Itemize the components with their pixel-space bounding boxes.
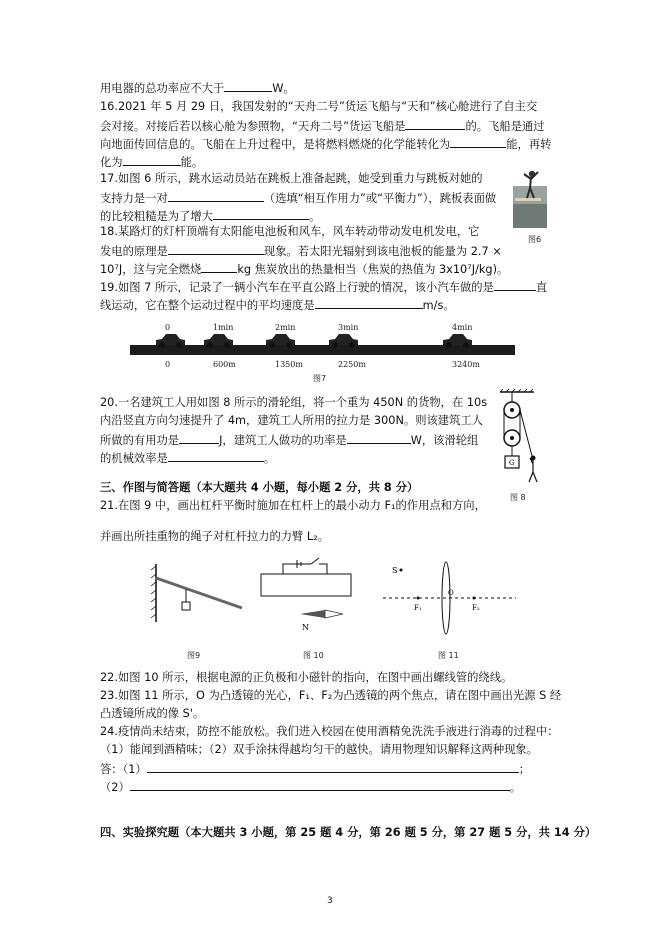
answer-blank[interactable]: [168, 450, 264, 462]
answer-line-2: （2） 。: [100, 781, 522, 794]
fig9-caption: 图9: [187, 651, 201, 660]
fig8-caption: 图 8: [510, 493, 526, 502]
fig9-lever-diagram: [150, 560, 245, 635]
fig7-distance-label: 2250m: [338, 360, 366, 369]
answer-blank[interactable]: [224, 80, 272, 92]
fig7-time-label: 1min: [213, 323, 234, 332]
answer-blank[interactable]: [405, 118, 465, 130]
fig7-time-label: 2min: [275, 323, 296, 332]
fig11-center-label: O: [448, 589, 454, 597]
q17-line1: 17.如图 6 所示，跳水运动员站在跳板上准备起跳，她受到重力与跳板对她的: [100, 172, 483, 185]
fig7-distance-label: 3240m: [452, 360, 480, 369]
answer-blank[interactable]: [179, 432, 219, 444]
answer-blank[interactable]: [130, 779, 510, 791]
q16-line3: 向地面传回信息的。飞船在上升过程中，是将燃料燃烧的化学能转化为 能，再转: [100, 138, 552, 151]
answer-blank[interactable]: [213, 208, 309, 220]
fig7-caption: 图7: [313, 374, 327, 383]
answer-blank[interactable]: [147, 761, 519, 773]
q23-line1: 23.如图 11 所示，O 为凸透镜的光心，F₁、F₂为凸透镜的两个焦点，请在图中画出光源 S 经: [100, 689, 562, 702]
q20-line2: 内沿竖直方向匀速提升了 4m，建筑工人所用的拉力是 300N。则该建筑工人: [100, 414, 483, 427]
answer-blank[interactable]: [450, 136, 506, 148]
answer-blank[interactable]: [494, 279, 536, 291]
q18-line2: 发电的原理是 现象。若太阳光辐射到该电池板的能量为 2.7 ×: [100, 245, 502, 258]
answer-blank[interactable]: [168, 190, 264, 202]
fig7-distance-label: 1350m: [275, 360, 303, 369]
q16-line1: 16.2021 年 5 月 29 日，我国发射的“天舟二号”货运飞船与“天和”核心舱进行了自主交: [100, 100, 538, 113]
answer-line-1: 答：（1） ；: [100, 763, 531, 776]
q20-line4: 的机械效率是 。: [100, 452, 276, 465]
fig11-f1-label: F₁: [414, 604, 422, 612]
fig11-lens-diagram: [378, 556, 518, 641]
answer-blank[interactable]: [201, 261, 237, 273]
fig6-caption: 图6: [528, 235, 542, 244]
answer-blank[interactable]: [347, 432, 411, 444]
fig7-time-label: 4min: [452, 323, 473, 332]
page-number: 3: [327, 896, 333, 906]
q21-line2: 并画出所挂重物的绳子对杠杆拉力的力臂 L₂。: [100, 530, 330, 543]
answer-blank[interactable]: [168, 243, 264, 255]
fig10-caption: 图 10: [303, 651, 324, 660]
q18-line3: 10⁷J，这与完全燃烧 kg 焦炭放出的热量相当（焦炭的热值为 3x10⁷J/kg)。: [100, 263, 509, 276]
fig11-source-label: S: [392, 566, 398, 575]
fig7-time-label: 0: [165, 323, 171, 332]
fig7-distance-label: 600m: [213, 360, 236, 369]
fig8-pulley-diagram: [494, 388, 544, 488]
q20-line1: 20.一名建筑工人用如图 8 所示的滑轮组，将一个重为 450N 的货物，在 10s: [100, 396, 488, 409]
q16-line4: 化为 能。: [100, 156, 204, 169]
q15-tail: 用电器的总功率应不大于 W。: [100, 82, 295, 95]
fig10-needle-label: N: [302, 623, 309, 632]
section3-heading: 三、作图与简答题（本大题共 4 小题，每小题 2 分，共 8 分）: [100, 481, 419, 494]
q20-line3: 所做的有用功是 J，建筑工人做功的功率是 W，该滑轮组: [100, 434, 479, 447]
fig11-caption: 图 11: [438, 651, 459, 660]
section4-heading: 四、实验探究题（本大题共 3 小题，第 25 题 4 分，第 26 题 5 分，第 27 题 5 分，共 14 分）: [100, 826, 597, 839]
q24-line2: （1）能闻到酒精味；（2）双手涂抹得越均匀干的越快。请用物理知识解释这两种现象。: [100, 743, 539, 756]
fig7-time-label: 3min: [338, 323, 359, 332]
q19-line2: 线运动，它在整个运动过程中的平均速度是 m/s。: [100, 299, 455, 312]
q17-line3: 的比较粗糙是为了增大 。: [100, 210, 321, 223]
q17-line2: 支持力是一对 （选填“相互作用力”或“平衡力”），跳板表面做: [100, 192, 497, 205]
q23-line2: 凸透镜所成的像 S'。: [100, 707, 205, 720]
fig11-f2-label: F₂: [472, 604, 480, 612]
fig8-load-label: G: [509, 459, 515, 467]
answer-blank[interactable]: [123, 154, 181, 166]
q18-line1: 18.某路灯的灯杆顶端有太阳能电池板和风车，风车转动带动发电机发电，它: [100, 225, 480, 238]
answer-blank[interactable]: [315, 297, 423, 309]
q24-line1: 24.疫情尚未结束，防控不能放松。我们进入校园在使用酒精免洗洗手液进行消毒的过程中：: [100, 725, 559, 738]
q22: 22.如图 10 所示，根据电源的正负极和小磁针的指向，在图中画出螺线管的绕线。: [100, 671, 513, 684]
q16-line2: 会对接。对接后若以核心舱为参照物，“天舟二号”货运飞船是 的。飞船是通过: [100, 120, 545, 133]
q21-line1: 21.在图 9 中，画出杠杆平衡时施加在杠杆上的最小动力 F₁的作用点和方向，: [100, 499, 486, 512]
diver-figure: [512, 168, 548, 230]
q19-line1: 19.如图 7 所示，记录了一辆小汽车在平直公路上行驶的情况，该小汽车做的是 直: [100, 281, 548, 294]
fig7-distance-label: 0: [165, 360, 171, 369]
fig10-solenoid-diagram: [255, 556, 355, 641]
